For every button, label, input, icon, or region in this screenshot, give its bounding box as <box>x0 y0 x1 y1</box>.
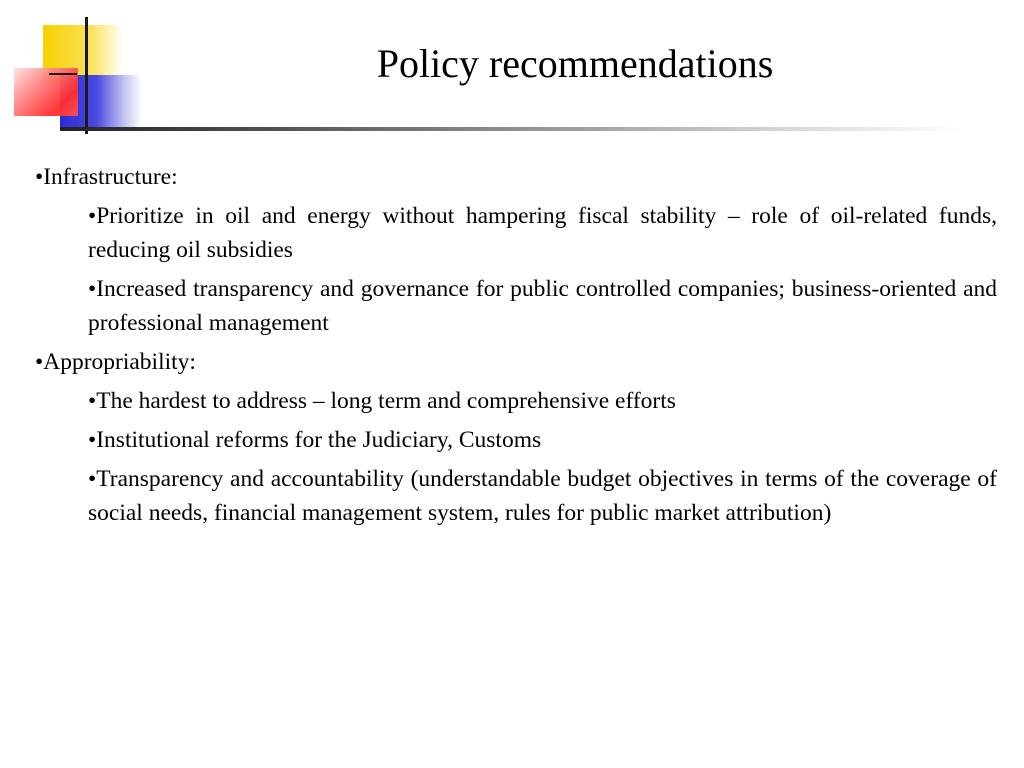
sub-bullet: •The hardest to address – long term and comprehensive efforts <box>88 388 676 414</box>
logo-horizontal-line <box>49 73 77 75</box>
sub-bullet: •Transparency and accountability (understandable budget objectives in terms of the coverage of social needs, financial management system, rules for public market attribution) <box>88 466 997 526</box>
sub-bullet: •Increased transparency and governance for public controlled companies; business-oriented and professional management <box>88 276 997 336</box>
bullet-appropriability: •Appropriability: <box>35 349 196 375</box>
title-underline <box>60 127 965 131</box>
slide-body <box>35 160 997 535</box>
sub-bullet: •Prioritize in oil and energy without hampering fiscal stability – role of oil-related funds, reducing oil subsidies <box>88 203 997 263</box>
sub-bullet: •Institutional reforms for the Judiciary, Customs <box>88 427 542 453</box>
slide-title: Policy recommendations <box>376 41 774 86</box>
logo-vertical-line <box>85 17 88 134</box>
logo-red-square <box>14 68 78 116</box>
decorative-logo <box>0 0 160 140</box>
bullet-infrastructure: •Infrastructure: <box>35 164 178 190</box>
